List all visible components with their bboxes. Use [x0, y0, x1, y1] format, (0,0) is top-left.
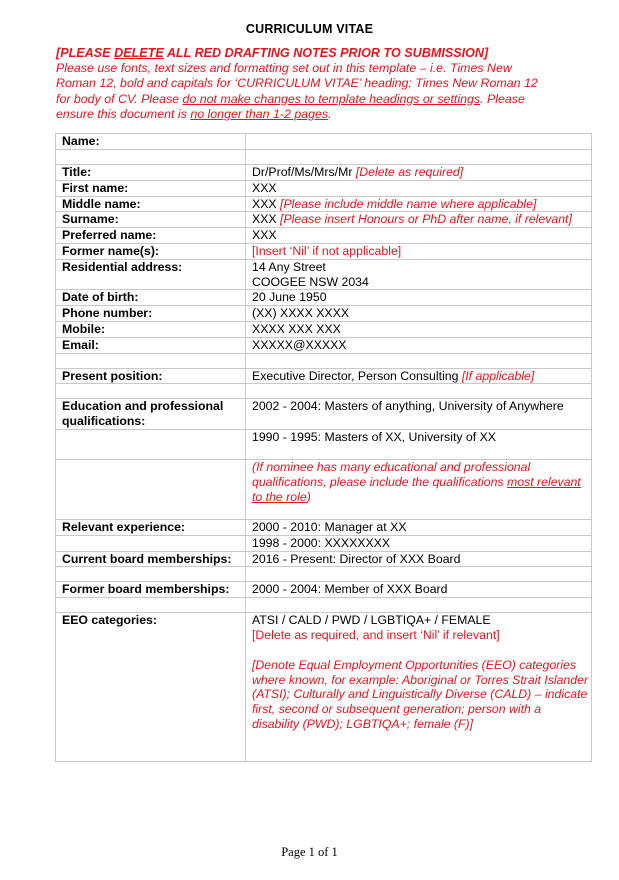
document-title: CURRICULUM VITAE	[245, 22, 374, 36]
mobile-label: Mobile:	[56, 321, 246, 337]
drafting-note-line: Roman 12, bold and capitals for ‘CURRICULUM VITAE’ heading; Times New Roman 12	[56, 76, 538, 91]
preferred-name-label: Preferred name:	[56, 228, 246, 244]
eeo-value: ATSI / CALD / PWD / LGBTIQA+ / FEMALE [Delete as required, and insert ‘Nil’ if relevant] [Denote Equal Employment Opportunities (EEO) categories where known, for example: Aboriginal or Torres Strait Islander (ATSI); Culturally and Linguistically Diverse (CALD) – indicate first, second or subsequent generation; person with a disability (PWD); LGBTIQA+; female (F)]	[246, 613, 592, 762]
table-row	[56, 290, 592, 306]
surname-value: XXX [Please insert Honours or PhD after name, if relevant]	[246, 212, 592, 228]
former-names-label: Former name(s):	[56, 243, 246, 259]
drafting-note-line: Please use fonts, text sizes and formatting set out in this template – i.e. Times New	[56, 61, 512, 76]
middle-name-label: Middle name:	[56, 196, 246, 212]
table-row	[56, 259, 592, 290]
drafting-note-line: ensure this document is no longer than 1-2 pages.	[56, 106, 332, 121]
table-row	[56, 228, 592, 244]
table-row	[56, 180, 592, 196]
table-row	[56, 368, 592, 384]
position-value: Executive Director, Person Consulting [If applicable]	[246, 368, 592, 384]
education-value-2: 1990 - 1995: Masters of XX, University of XX	[246, 429, 592, 459]
experience-label: Relevant experience:	[56, 519, 246, 535]
current-board-value: 2016 - Present: Director of XXX Board	[246, 551, 592, 567]
table-row	[56, 399, 592, 430]
table-row	[56, 582, 592, 598]
email-label: Email:	[56, 337, 246, 353]
former-board-label: Former board memberships:	[56, 582, 246, 598]
preferred-name-value: XXX	[246, 228, 592, 244]
position-label: Present position:	[56, 368, 246, 384]
table-row	[56, 243, 592, 259]
former-names-value: [Insert ‘Nil’ if not applicable]	[246, 243, 592, 259]
address-value: 14 Any Street COOGEE NSW 2034	[246, 259, 592, 290]
table-row	[56, 459, 592, 519]
experience-value-1: 2000 - 2010: Manager at XX	[246, 519, 592, 535]
drafting-notes	[56, 46, 576, 122]
first-name-label: First name:	[56, 180, 246, 196]
title-label: Title:	[56, 165, 246, 181]
email-value: XXXXX@XXXXX	[246, 337, 592, 353]
table-row	[56, 321, 592, 337]
phone-value: (XX) XXXX XXXX	[246, 306, 592, 322]
table-row	[56, 196, 592, 212]
name-label: Name:	[56, 134, 246, 150]
education-note: (If nominee has many educational and professional qualifications, please include the qualifications most relevant to the role)	[246, 459, 592, 519]
mobile-value: XXXX XXX XXX	[246, 321, 592, 337]
drafting-note-heading: [PLEASE DELETE ALL RED DRAFTING NOTES PRIOR TO SUBMISSION]	[56, 46, 489, 60]
table-row	[56, 598, 592, 613]
table-row	[56, 384, 592, 399]
table-row	[56, 353, 592, 368]
table-row	[56, 551, 592, 567]
name-value	[246, 134, 592, 150]
dob-label: Date of birth:	[56, 290, 246, 306]
table-row	[56, 306, 592, 322]
page-number: Page 1 of 1	[281, 845, 338, 859]
table-row	[56, 567, 592, 582]
dob-value: 20 June 1950	[246, 290, 592, 306]
table-row	[56, 337, 592, 353]
table-row	[56, 134, 592, 150]
education-label: Education and professional qualifications:	[56, 399, 246, 430]
address-label: Residential address:	[56, 259, 246, 290]
cv-table	[55, 133, 592, 762]
eeo-label: EEO categories:	[56, 613, 246, 762]
table-row	[56, 613, 592, 762]
table-row	[56, 150, 592, 165]
table-row	[56, 535, 592, 551]
table-row	[56, 429, 592, 459]
current-board-label: Current board memberships:	[56, 551, 246, 567]
education-value-1: 2002 - 2004: Masters of anything, University of Anywhere	[246, 399, 592, 430]
table-row	[56, 165, 592, 181]
drafting-note-line: for body of CV. Please do not make changes to template headings or settings. Please	[56, 91, 525, 106]
table-row	[56, 212, 592, 228]
middle-name-value: XXX [Please include middle name where applicable]	[246, 196, 592, 212]
first-name-value: XXX	[246, 180, 592, 196]
phone-label: Phone number:	[56, 306, 246, 322]
title-value: Dr/Prof/Ms/Mrs/Mr [Delete as required]	[246, 165, 592, 181]
table-row	[56, 519, 592, 535]
former-board-value: 2000 - 2004: Member of XXX Board	[246, 582, 592, 598]
experience-value-2: 1998 - 2000: XXXXXXXX	[246, 535, 592, 551]
surname-label: Surname:	[56, 212, 246, 228]
